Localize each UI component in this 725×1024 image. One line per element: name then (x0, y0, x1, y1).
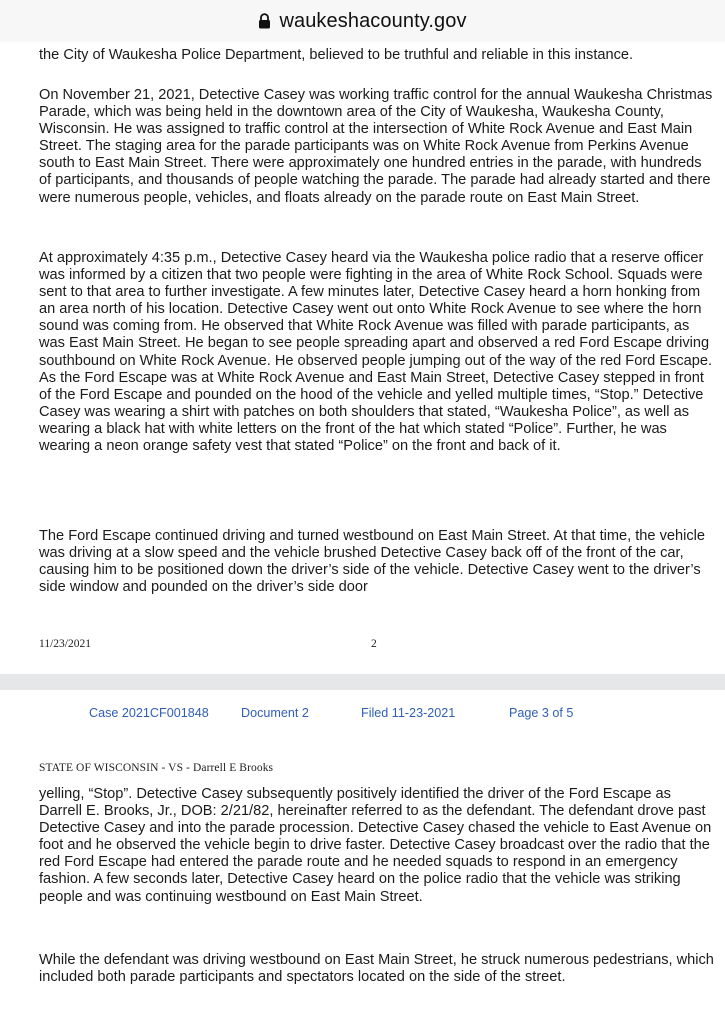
document-page-3 (0, 690, 725, 1024)
paragraph-ford-escape-turn (39, 528, 717, 596)
paragraph-text: On November 21, 2021, Detective Casey was working traffic control for the annual Waukesha Christmas Parade, which was being held in the downtown area of the City of Waukesha, Waukesha County, Wisconsin. He was assigned to traffic control at the intersection of White Rock Avenue and East Main Street. The staging area for the parade participants was on White Rock Avenue from Perkins Avenue south to East Main Street. There were approximately one hundred entries in the parade, with hundreds of participants, and thousands of people watching the parade. The parade had already started and there were numerous people, vehicles, and floats already on the parade route on East Main Street. (39, 87, 713, 206)
paragraph-parade-context (39, 87, 717, 207)
page-indicator: Page 3 of 5 (509, 706, 574, 720)
case-caption: STATE OF WISCONSIN - VS - Darrell E Brooks (39, 762, 274, 774)
paragraph-text: At approximately 4:35 p.m., Detective Casey heard via the Waukesha police radio that a reserve officer was informed by a citizen that two people were fighting in the area of White Rock School. Squads were sent to that area to further investigate. A few minutes later, Detective Casey heard a horn honking from an area north of his location. Detective Casey went out onto White Rock Avenue to see where the horn sound was coming from. He observed that White Rock Avenue was filled with parade participants, as was East Main Street. He began to see people spreading apart and observed a red Ford Escape driving southbound on White Rock Avenue. He observed people jumping out of the way of the red Ford Escape. As the Ford Escape was at White Rock Avenue and East Main Street, Detective Casey stepped in front of the Ford Escape and pounded on the hood of the vehicle and yelled multiple times, “Stop.” Detective Casey was wearing a shirt with patches on both shoulders that stated, “Waukesha Police”, as well as wearing a black hat with white letters on the front of the hat which stated “Police”. Further, he was wearing a neon orange safety vest that stated “Police” on the front and back of it. (39, 250, 713, 455)
paragraph-horn-honking (39, 250, 717, 455)
paragraph-text: yelling, “Stop”. Detective Casey subsequently positively identified the driver of the Ford Escape as Darrell E. Brooks, Jr., DOB: 2/21/82, hereinafter referred to as the defendant. The defendant drove past Detective Casey and into the parade procession. Detective Casey chased the vehicle to East Avenue on foot and he observed the vehicle begin to drive faster. Detective Casey broadcast over the radio that the red Ford Escape had entered the parade route and he needed squads to respond in an emergency fashion. A few seconds later, Detective Casey heard on the police radio that the vehicle was striking people and was continuing westbound on East Main Street. (39, 786, 712, 905)
court-filing-header (0, 706, 725, 722)
paragraph-continued (39, 47, 717, 64)
filed-date: Filed 11-23-2021 (361, 706, 456, 720)
paragraph-pedestrians (39, 952, 717, 986)
footer-date: 11/23/2021 (39, 638, 91, 650)
document-page-2 (0, 42, 725, 674)
lock-icon (258, 13, 271, 29)
paragraph-text: The Ford Escape continued driving and turned westbound on East Main Street. At that time, the vehicle was driving at a slow speed and the vehicle brushed Detective Casey back off of the front of the car, causing him to be positioned down the driver’s side of the vehicle. Detective Casey went to the driver’s side window and pounded on the driver’s side door (39, 528, 706, 596)
case-number: Case 2021CF001848 (89, 706, 209, 720)
paragraph-text: While the defendant was driving westbound on East Main Street, he struck numerous pedestrians, which included both parade participants and spectators located on the side of the street. (39, 952, 714, 986)
paragraph-identification (39, 786, 717, 906)
document-number: Document 2 (241, 706, 309, 720)
page-separator (0, 674, 725, 690)
footer-page-number: 2 (371, 638, 377, 650)
address-bar[interactable] (0, 0, 725, 42)
paragraph-text: the City of Waukesha Police Department, believed to be truthful and reliable in this instance. (39, 47, 634, 63)
site-domain[interactable]: waukeshacounty.gov (279, 9, 467, 32)
